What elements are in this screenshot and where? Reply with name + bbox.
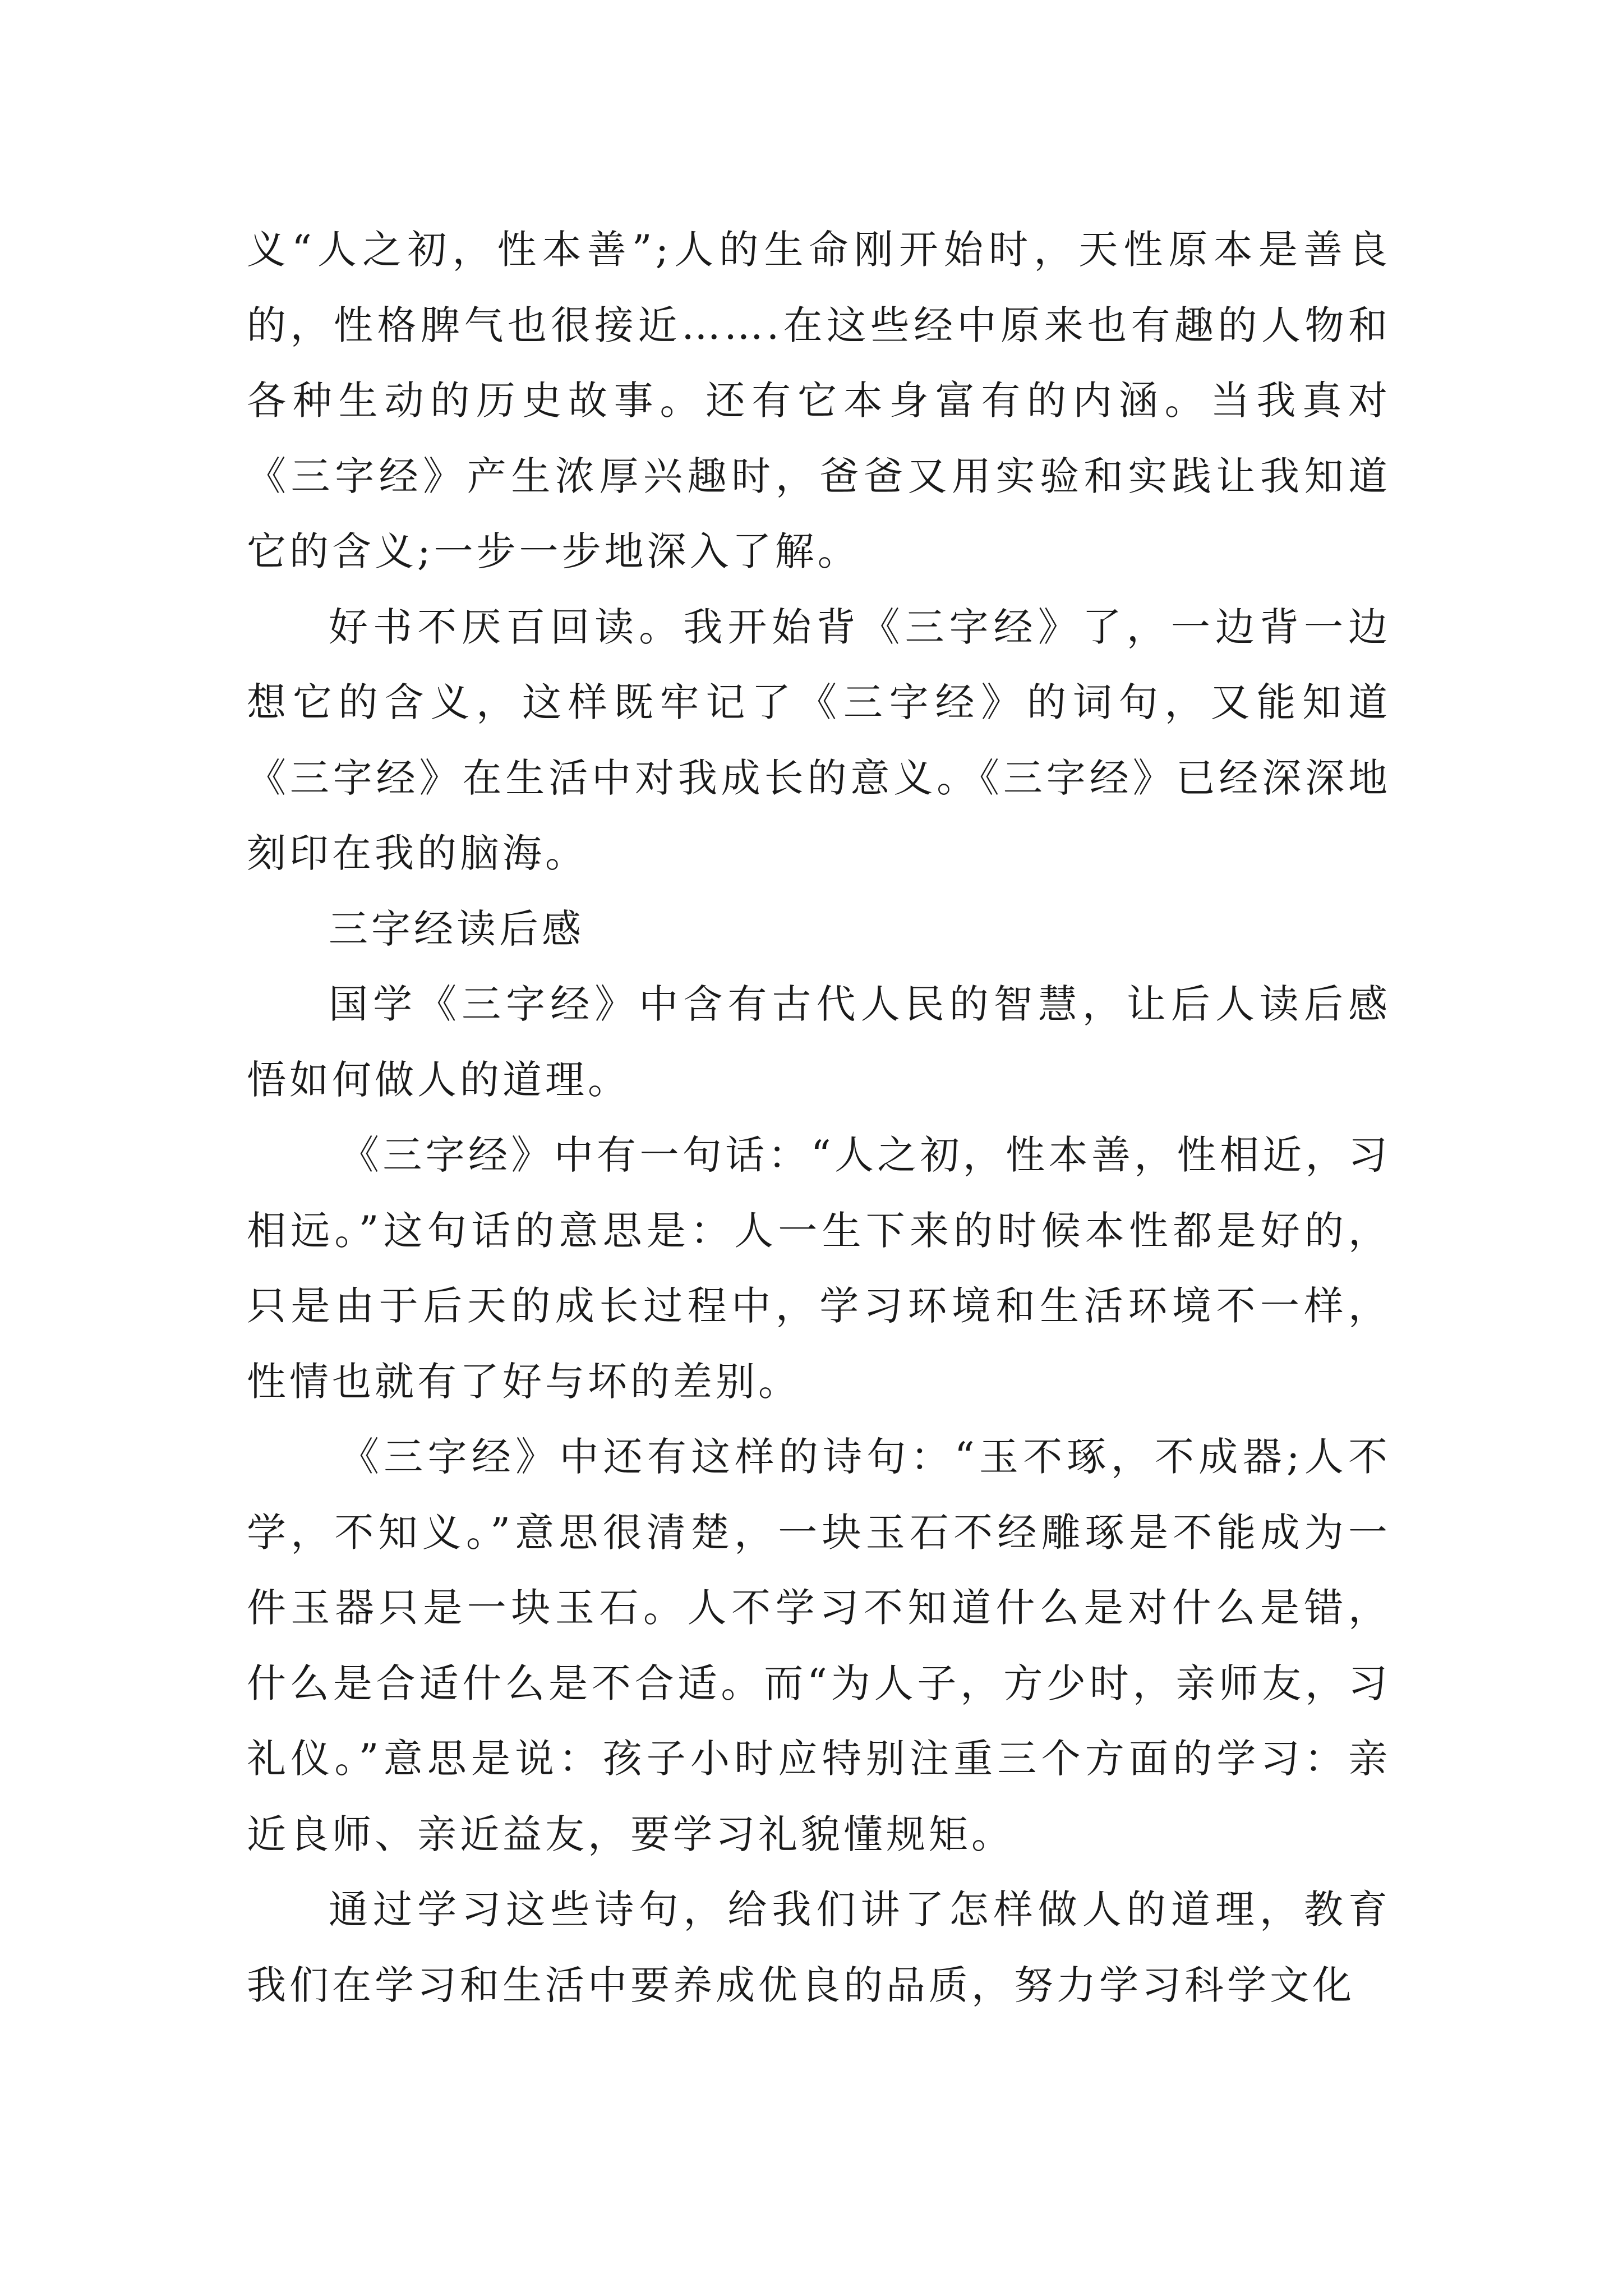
- paragraph: 好书不厌百回读。我开始背《三字经》了，一边背一边想它的含义，这样既牢记了《三字经》的词句，又能知道《三字经》在生活中对我成长的意义。《三字经》已经深深地刻印在我的脑海。: [247, 604, 1391, 876]
- paragraph-continuation: 义“人之初，性本善”;人的生命刚开始时，天性原本是善良的，性格脾气也很接近…….在这些经中原来也有趣的人物和各种生动的历史故事。还有它本身富有的内涵。当我真对《三字经》产生浓厚兴趣时，爸爸又用实验和实践让我知道它的含义;一步一步地深入了解。: [247, 227, 1391, 574]
- document-body: [247, 212, 1391, 2023]
- paragraph: 通过学习这些诗句，给我们讲了怎样做人的道理，教育我们在学习和生活中要养成优良的品质，努力学习科学文化: [247, 1887, 1391, 2008]
- paragraph: 《三字经》中还有这样的诗句：“玉不琢，不成器;人不学，不知义。”意思很清楚，一块玉石不经雕琢是不能成为一件玉器只是一块玉石。人不学习不知道什么是对什么是错，什么是合适什么是不合适。而“为人子，方少时，亲师友，习礼仪。”意思是说：孩子小时应特别注重三个方面的学习：亲近良师、亲近益友，要学习礼貌懂规矩。: [247, 1434, 1391, 1857]
- paragraph: 《三字经》中有一句话：“人之初，性本善，性相近，习相远。”这句话的意思是：人一生下来的时候本性都是好的，只是由于后天的成长过程中，学习环境和生活环境不一样，性情也就有了好与坏的差别。: [247, 1132, 1391, 1405]
- section-heading: 三字经读后感: [329, 905, 584, 952]
- paragraph: 国学《三字经》中含有古代人民的智慧，让后人读后感悟如何做人的道理。: [247, 981, 1391, 1103]
